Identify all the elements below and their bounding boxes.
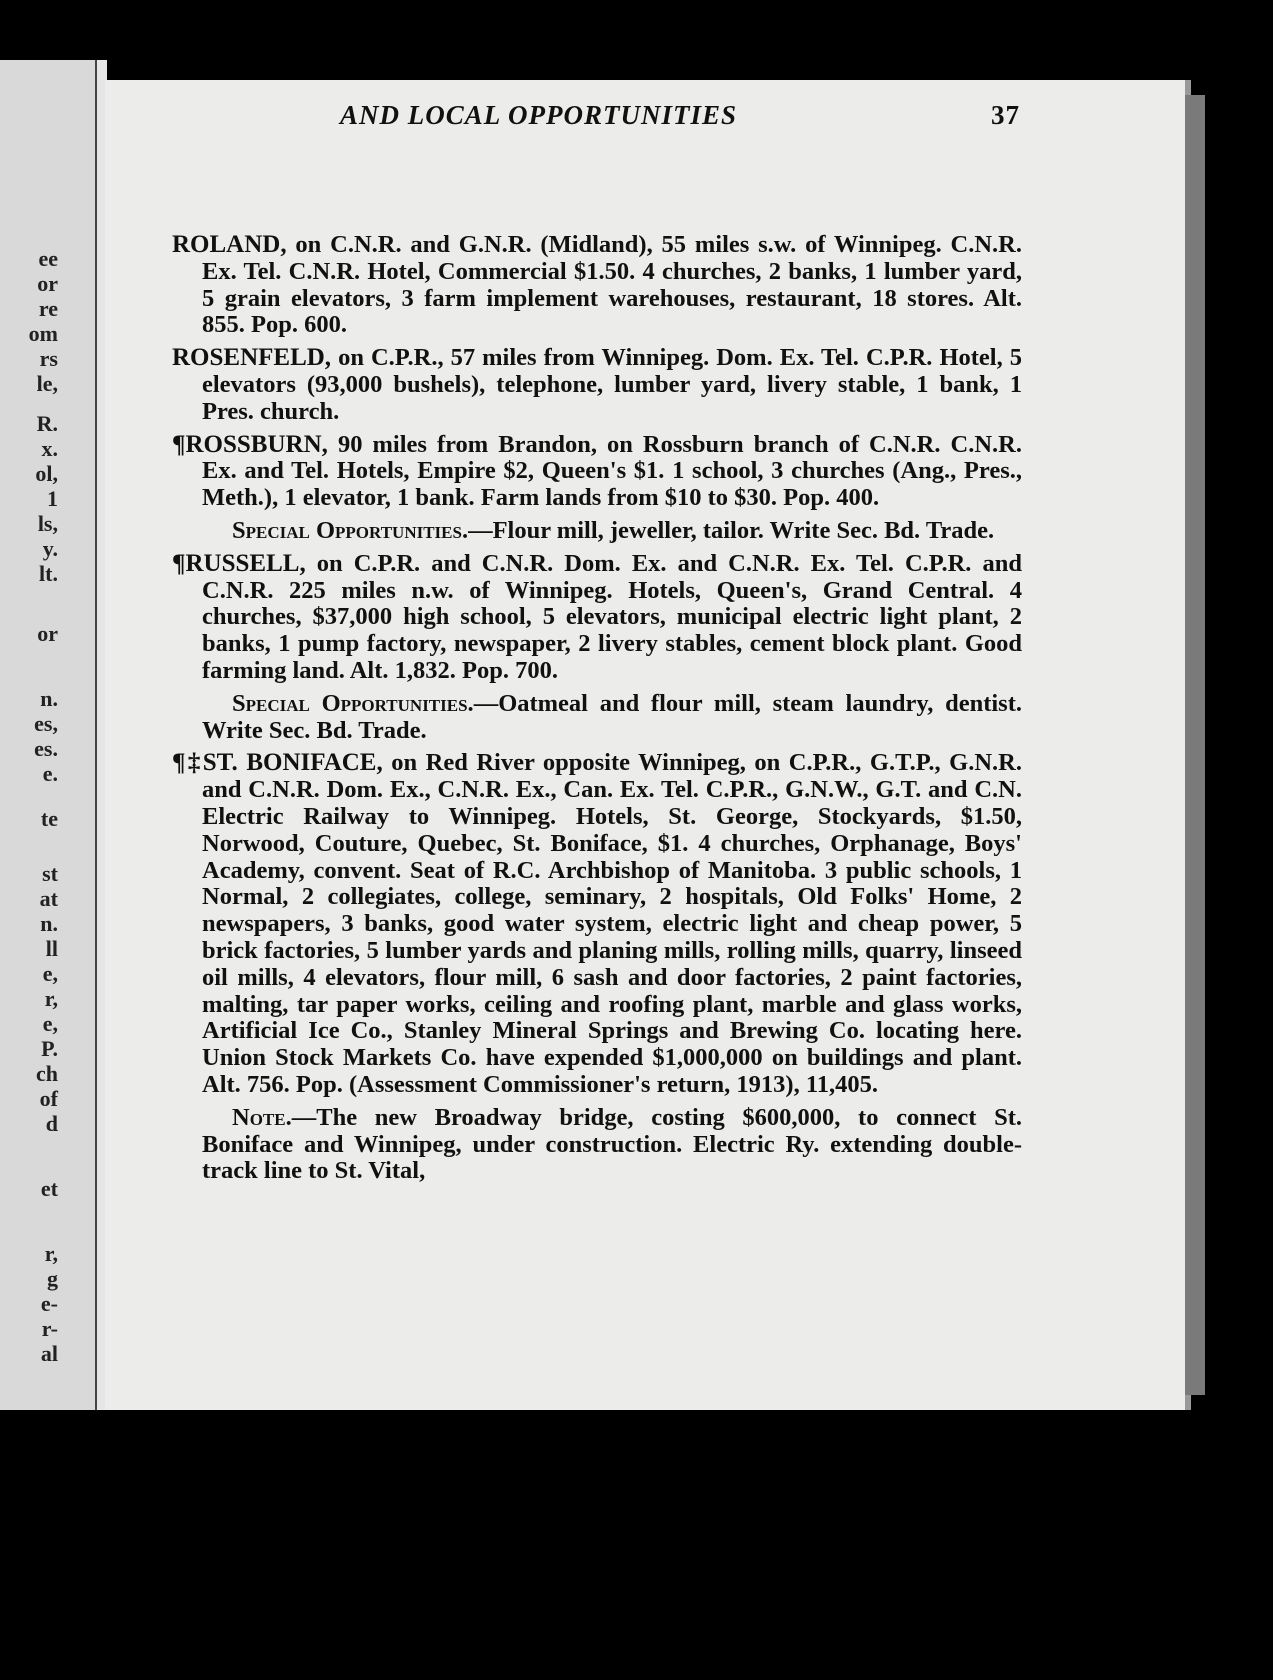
entry-text: 90 miles from Brandon, on Rossburn branch of C.N.R. C.N.R. Ex. and Tel. Hotels, Empire $2, Queen's $1. 1 school, 3 churches (Ang., Pres., Meth.), 1 elevator, 1 bank. Farm lands from $10 to $30. Pop. 400. <box>202 430 1022 512</box>
facing-page-fragment: or <box>37 271 58 296</box>
entry-text: on C.P.R., 57 miles from Winnipeg. Dom. Ex. Tel. C.P.R. Hotel, 5 elevators (93,000 bushels), telephone, lumber yard, livery stable, 1 bank, 1 Pres. church. <box>202 344 1022 425</box>
entry-russell <box>172 551 1022 685</box>
facing-page-fragment: es. <box>34 736 58 761</box>
facing-page-fragment: or <box>37 621 58 646</box>
facing-page-fragment: P. <box>41 1036 58 1061</box>
facing-page-fragment: re <box>38 296 58 321</box>
entry-text: on C.N.R. and G.N.R. (Midland), 55 miles s.w. of Winnipeg. C.N.R. Ex. Tel. C.N.R. Hotel, Commercial $1.50. 4 churches, 2 banks, 1 lumber yard, 5 grain elevators, 3 farm implement warehouses, restaurant, 18 stores. Alt. 855. Pop. 600. <box>202 231 1022 339</box>
entry-name: ¶RUSSELL, <box>172 549 306 577</box>
facing-page-fragment: al <box>40 1341 58 1366</box>
facing-page <box>0 60 95 1410</box>
facing-page-fragment: R. <box>36 411 58 436</box>
facing-page-fragment: ll <box>45 936 58 961</box>
facing-page-fragment: n. <box>40 911 58 936</box>
facing-page-fragment: e, <box>42 1011 58 1036</box>
opportunities-text: —Oatmeal and flour mill, steam laundry, dentist. Write Sec. Bd. Trade. <box>202 689 1022 744</box>
special-opportunities <box>172 518 1022 545</box>
note <box>172 1105 1022 1185</box>
facing-page-fragment: d <box>45 1111 58 1136</box>
entry-name: ¶ROSSBURN, <box>172 430 328 458</box>
page-edge <box>1185 95 1205 1395</box>
facing-page-fragment: te <box>40 806 58 831</box>
facing-page-text-fragments <box>0 60 60 1410</box>
entry-name: ROLAND, <box>172 231 287 258</box>
opportunities-text: —Flour mill, jeweller, tailor. Write Sec. Bd. Trade. <box>468 516 995 544</box>
facing-page-fragment: e. <box>42 761 58 786</box>
facing-page-fragment: om <box>28 321 58 346</box>
opportunities-label: Special Opportunities. <box>232 516 469 544</box>
note-text: —The new Broadway bridge, costing $600,000, to connect St. Boniface and Winnipeg, under construction. Electric Ry. extending double-track line to St. Vital, <box>202 1103 1022 1185</box>
facing-page-fragment: ls, <box>37 511 58 536</box>
facing-page-fragment: x. <box>41 436 58 461</box>
facing-page-fragment: at <box>39 886 58 911</box>
facing-page-fragment: y. <box>42 536 58 561</box>
entry-text: on Red River opposite Winnipeg, on C.P.R., G.T.P., G.N.R. and C.N.R. Dom. Ex., C.N.R. Ex., Can. Ex. Tel. C.P.R., G.N.W., G.T. and C.N. Electric Railway to Winnipeg. Hotels, St. George, Stockyards, $1.50, Norwood, Couture, Quebec, St. Boniface, $1. 4 churches, Orphanage, Boys' Academy, convent. Seat of R.C. Archbishop of Manitoba. 3 public schools, 1 Normal, 2 collegiates, college, seminary, 2 hospitals, Old Folks' Home, 2 newspapers, 3 banks, good water system, electric light and cheap power, 5 brick factories, 5 lumber yards and planing mills, rolling mills, quarry, linseed oil mills, 4 elevators, flour mill, 6 sash and door factories, 2 paint factories, malting, tar paper works, ceiling and roofing plant, marble and glass works, Artificial Ice Co., Stanley Mineral Springs and Brewing Co. locating here. Union Stock Markets Co. have expended $1,000,000 on buildings and plant. Alt. 756. Pop. (Assessment Commissioner's return, 1913), 11,405. <box>202 749 1023 1098</box>
facing-page-fragment: st <box>42 861 58 886</box>
facing-page-fragment: et <box>40 1176 58 1201</box>
facing-page-fragment: lt. <box>39 561 58 586</box>
entry-rosenfeld <box>172 345 1022 425</box>
entry-roland <box>172 232 1022 339</box>
facing-page-fragment: r- <box>41 1316 58 1341</box>
opportunities-label: Special Opportunities. <box>232 689 474 717</box>
facing-page-fragment: r, <box>44 986 58 1011</box>
page-number: 37 <box>991 100 1020 130</box>
entry-st-boniface <box>172 750 1022 1098</box>
facing-page-fragment: n. <box>40 686 58 711</box>
facing-page-fragment: le, <box>36 371 58 396</box>
facing-page-fragment: es, <box>34 711 58 736</box>
running-title: AND LOCAL OPPORTUNITIES <box>340 100 738 130</box>
entry-text: on C.P.R. and C.N.R. Dom. Ex. and C.N.R. Ex. Tel. C.P.R. and C.N.R. 225 miles n.w. of Winnipeg. Hotels, Queen's, Grand Central. 4 churches, $37,000 high school, 5 elevators, municipal electric light plant, 2 banks, 1 pump factory, newspaper, 2 livery stables, cement block plant. Good farming land. Alt. 1,832. Pop. 700. <box>202 549 1022 684</box>
facing-page-fragment: e- <box>40 1291 58 1316</box>
facing-page-fragment: g <box>47 1266 58 1291</box>
facing-page-fragment: 1 <box>47 486 58 511</box>
entry-name: ROSENFELD, <box>172 344 332 372</box>
facing-page-fragment: ee <box>38 246 58 271</box>
gazetteer-entries <box>172 232 1022 1191</box>
note-label: Note. <box>232 1103 292 1131</box>
facing-page-fragment: ch <box>36 1061 58 1086</box>
entry-name: ¶‡ST. BONIFACE, <box>172 749 383 777</box>
facing-page-fragment: r, <box>44 1241 58 1266</box>
special-opportunities <box>172 691 1022 745</box>
entry-rossburn <box>172 432 1022 512</box>
facing-page-fragment: of <box>39 1086 58 1111</box>
facing-page-fragment: rs <box>39 346 58 371</box>
facing-page-fragment: ol, <box>35 461 58 486</box>
facing-page-fragment: e, <box>42 961 58 986</box>
